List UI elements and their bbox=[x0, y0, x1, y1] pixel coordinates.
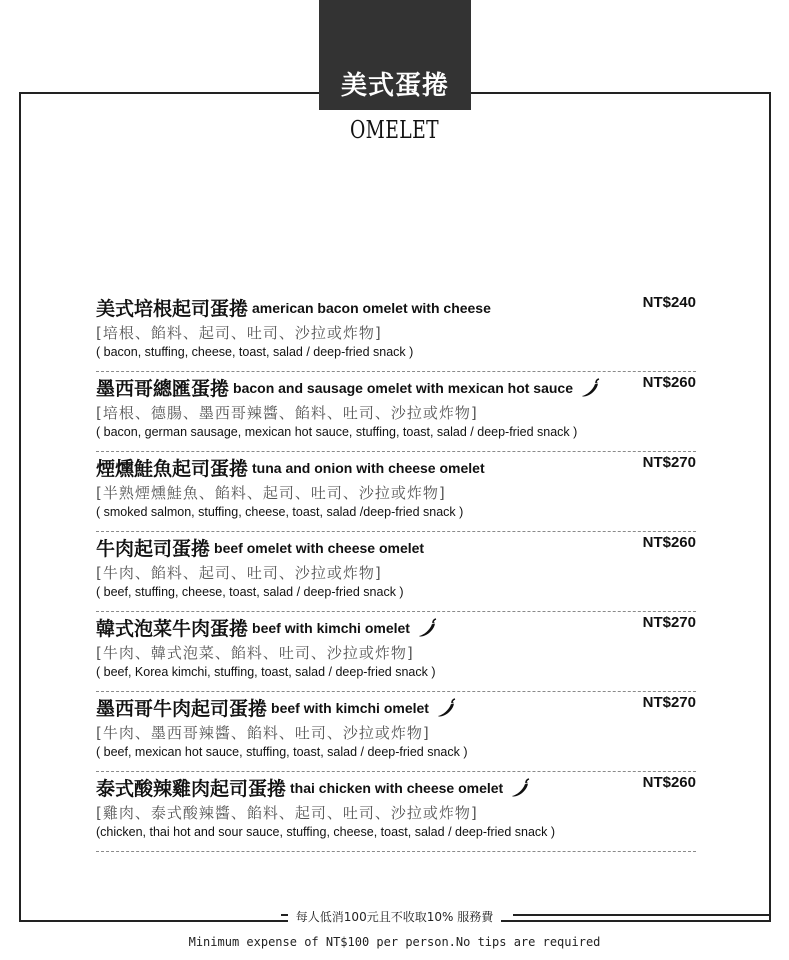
menu-item-title bbox=[96, 294, 696, 320]
menu-list bbox=[96, 292, 696, 852]
item-name-en: beef omelet with cheese omelet bbox=[214, 539, 425, 556]
item-ingredients-en: ( smoked salmon, stuffing, cheese, toast, salad /deep-fried snack ) bbox=[96, 505, 464, 519]
item-ingredients-en: ( bacon, german sausage, mexican hot sauce, stuffing, toast, salad / deep-fried snack ) bbox=[96, 425, 578, 439]
chili-pepper-icon bbox=[435, 698, 457, 718]
menu-item-title bbox=[96, 614, 696, 640]
item-name-en: thai chicken with cheese omelet bbox=[290, 779, 504, 796]
item-price: NT$270 bbox=[642, 614, 696, 631]
page-subtitle: OMELET bbox=[349, 116, 440, 144]
menu-item bbox=[96, 532, 696, 612]
page-title: 美式蛋捲 bbox=[340, 71, 449, 101]
item-name-en: tuna and onion with cheese omelet bbox=[252, 459, 485, 476]
item-price: NT$270 bbox=[642, 454, 696, 471]
item-name-zh: 煙燻鮭魚起司蛋捲 bbox=[96, 458, 249, 480]
menu-item bbox=[96, 452, 696, 532]
item-name-zh: 牛肉起司蛋捲 bbox=[96, 538, 211, 560]
item-ingredients-zh: [牛肉、韓式泡菜、餡料、吐司、沙拉或炸物] bbox=[96, 644, 414, 662]
item-name-zh: 墨西哥總匯蛋捲 bbox=[96, 378, 230, 400]
item-ingredients-zh: [培根、德腸、墨西哥辣醬、餡料、吐司、沙拉或炸物] bbox=[96, 404, 478, 422]
item-name-en: beef with kimchi omelet bbox=[252, 619, 410, 636]
menu-item bbox=[96, 612, 696, 692]
title-box bbox=[319, 0, 471, 110]
item-ingredients-en: ( beef, Korea kimchi, stuffing, toast, salad / deep-fried snack ) bbox=[96, 665, 436, 679]
chili-pepper-icon bbox=[509, 778, 531, 798]
item-name-zh: 韓式泡菜牛肉蛋捲 bbox=[96, 618, 249, 640]
item-name-en: beef with kimchi omelet bbox=[271, 699, 429, 716]
item-name-zh: 泰式酸辣雞肉起司蛋捲 bbox=[96, 778, 287, 800]
item-price: NT$260 bbox=[642, 774, 696, 791]
menu-item-title bbox=[96, 454, 696, 480]
menu-item bbox=[96, 372, 696, 452]
item-price: NT$270 bbox=[642, 694, 696, 711]
menu-item bbox=[96, 292, 696, 372]
item-ingredients-en: ( bacon, stuffing, cheese, toast, salad / deep-fried snack ) bbox=[96, 345, 414, 359]
menu-item bbox=[96, 692, 696, 772]
item-price: NT$260 bbox=[642, 534, 696, 551]
item-name-zh: 美式培根起司蛋捲 bbox=[96, 298, 249, 320]
menu-item-title bbox=[96, 534, 696, 560]
item-ingredients-en: ( beef, mexican hot sauce, stuffing, toast, salad / deep-fried snack ) bbox=[96, 745, 468, 759]
menu-item-title bbox=[96, 374, 696, 400]
item-name-en: american bacon omelet with cheese bbox=[252, 299, 491, 316]
item-price: NT$260 bbox=[642, 374, 696, 391]
item-ingredients-en: ( beef, stuffing, cheese, toast, salad / deep-fried snack ) bbox=[96, 585, 404, 599]
chili-pepper-icon bbox=[579, 378, 601, 398]
footer-note-en: Minimum expense of NT$100 per person.No tips are required bbox=[188, 935, 601, 949]
item-name-zh: 墨西哥牛肉起司蛋捲 bbox=[96, 698, 268, 720]
item-ingredients-zh: [雞肉、泰式酸辣醬、餡料、起司、吐司、沙拉或炸物] bbox=[96, 804, 478, 822]
menu-item-title bbox=[96, 694, 696, 720]
item-ingredients-en: (chicken, thai hot and sour sauce, stuffing, cheese, toast, salad / deep-fried snack ) bbox=[96, 825, 556, 839]
item-name-en: bacon and sausage omelet with mexican hot sauce bbox=[233, 379, 574, 396]
item-ingredients-zh: [牛肉、餡料、起司、吐司、沙拉或炸物] bbox=[96, 564, 382, 582]
item-price: NT$240 bbox=[642, 294, 696, 311]
footer-note-zh: 每人低消100元且不收取10% 服務費 bbox=[0, 908, 789, 925]
menu-item bbox=[96, 772, 696, 852]
item-ingredients-zh: [培根、餡料、起司、吐司、沙拉或炸物] bbox=[96, 324, 382, 342]
menu-item-title bbox=[96, 774, 696, 800]
item-ingredients-zh: [牛肉、墨西哥辣醬、餡料、吐司、沙拉或炸物] bbox=[96, 724, 430, 742]
item-ingredients-zh: [半熟煙燻鮭魚、餡料、起司、吐司、沙拉或炸物] bbox=[96, 484, 446, 502]
chili-pepper-icon bbox=[416, 618, 438, 638]
